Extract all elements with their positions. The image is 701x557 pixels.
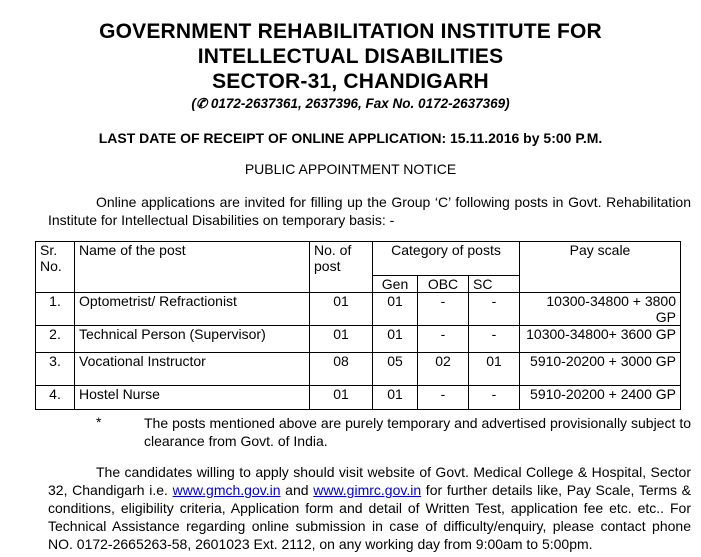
cell-gen: 01 xyxy=(373,293,418,326)
table-header-row xyxy=(36,242,681,276)
header-no-of-post: No. of post xyxy=(310,242,373,293)
institute-name-line1: GOVERNMENT REHABILITATION INSTITUTE FOR xyxy=(99,20,602,43)
cell-no: 01 xyxy=(310,386,373,410)
cell-obc: - xyxy=(418,293,469,326)
cell-pay: 5910-20200 + 3000 GP xyxy=(520,353,681,386)
institute-address: SECTOR-31, CHANDIGARH xyxy=(212,70,489,93)
candidates-and: and xyxy=(280,482,314,498)
notice-title: PUBLIC APPOINTMENT NOTICE xyxy=(244,161,457,177)
candidates-paragraph xyxy=(48,463,691,553)
cell-no: 01 xyxy=(310,293,373,326)
cell-obc: 02 xyxy=(418,353,469,386)
candidates-text-1: The candidates willing to apply should visit website of Govt. Medical College & Hospital, Sector 32, Chandigarh i.e. xyxy=(48,464,691,498)
cell-no: 08 xyxy=(310,353,373,386)
cell-post-name: Technical Person (Supervisor) xyxy=(75,326,310,353)
header-post-name: Name of the post xyxy=(75,242,310,293)
table-row xyxy=(36,293,681,326)
cell-sc: 01 xyxy=(469,353,520,386)
cell-obc: - xyxy=(418,326,469,353)
cell-pay: 10300-34800 + 3800 GP xyxy=(520,293,681,326)
cell-pay: 10300-34800+ 3600 GP xyxy=(520,326,681,353)
intro-paragraph xyxy=(48,193,691,229)
cell-sr: 2. xyxy=(36,326,75,353)
header-gen: Gen xyxy=(373,276,418,293)
cell-pay: 5910-20200 + 2400 GP xyxy=(520,386,681,410)
header-sc: SC xyxy=(469,276,520,293)
gimrc-website-link[interactable]: www.gimrc.gov.in xyxy=(313,482,422,498)
cell-sr: 1. xyxy=(36,293,75,326)
header-category: Category of posts xyxy=(373,242,520,276)
cell-post-name: Vocational Instructor xyxy=(75,353,310,386)
cell-sr: 4. xyxy=(36,386,75,410)
header-obc: OBC xyxy=(418,276,469,293)
cell-obc: - xyxy=(418,386,469,410)
table-row xyxy=(36,386,681,410)
cell-post-name: Optometrist/ Refractionist xyxy=(75,293,310,326)
note-text: The posts mentioned above are purely temporary and advertised provisionally subject to clearance from Govt. of India. xyxy=(144,415,691,449)
cell-gen: 05 xyxy=(373,353,418,386)
table-row xyxy=(36,353,681,386)
cell-sc: - xyxy=(469,293,520,326)
intro-text: Online applications are invited for filling up the Group ‘C’ following posts in Govt. Rehabilitation Institute for Intellectual Disabilities on temporary basis: - xyxy=(48,194,691,228)
cell-no: 01 xyxy=(310,326,373,353)
header-sr-no: Sr. No. xyxy=(36,242,75,293)
cell-sc: - xyxy=(469,386,520,410)
last-date-heading: LAST DATE OF RECEIPT OF ONLINE APPLICATION: 15.11.2016 by 5:00 P.M. xyxy=(98,130,603,146)
note-asterisk: * xyxy=(96,414,102,430)
cell-gen: 01 xyxy=(373,386,418,410)
cell-sr: 3. xyxy=(36,353,75,386)
cell-gen: 01 xyxy=(373,326,418,353)
header-pay-scale: Pay scale xyxy=(520,242,681,293)
contact-numbers: (✆ 0172-2637361, 2637396, Fax No. 0172-2637369) xyxy=(191,96,510,111)
cell-post-name: Hostel Nurse xyxy=(75,386,310,410)
cell-sc: - xyxy=(469,326,520,353)
posts-table xyxy=(35,241,681,410)
gmch-website-link[interactable]: www.gmch.gov.in xyxy=(172,482,281,498)
candidates-text-2: for further details like, Pay Scale, Terms & conditions, eligibility criteria, Application form and detail of Written Test, application fee etc. etc.. For Technical Assistance regarding online submission in case of difficulty/enquiry, please contact phone NO. 0172-2665263-58, 2601023 Ext. 2112, on any working day from 9:00am to 5:00pm. xyxy=(48,482,692,552)
institute-name-line2: INTELLECTUAL DISABILITIES xyxy=(197,45,504,68)
table-row xyxy=(36,326,681,353)
